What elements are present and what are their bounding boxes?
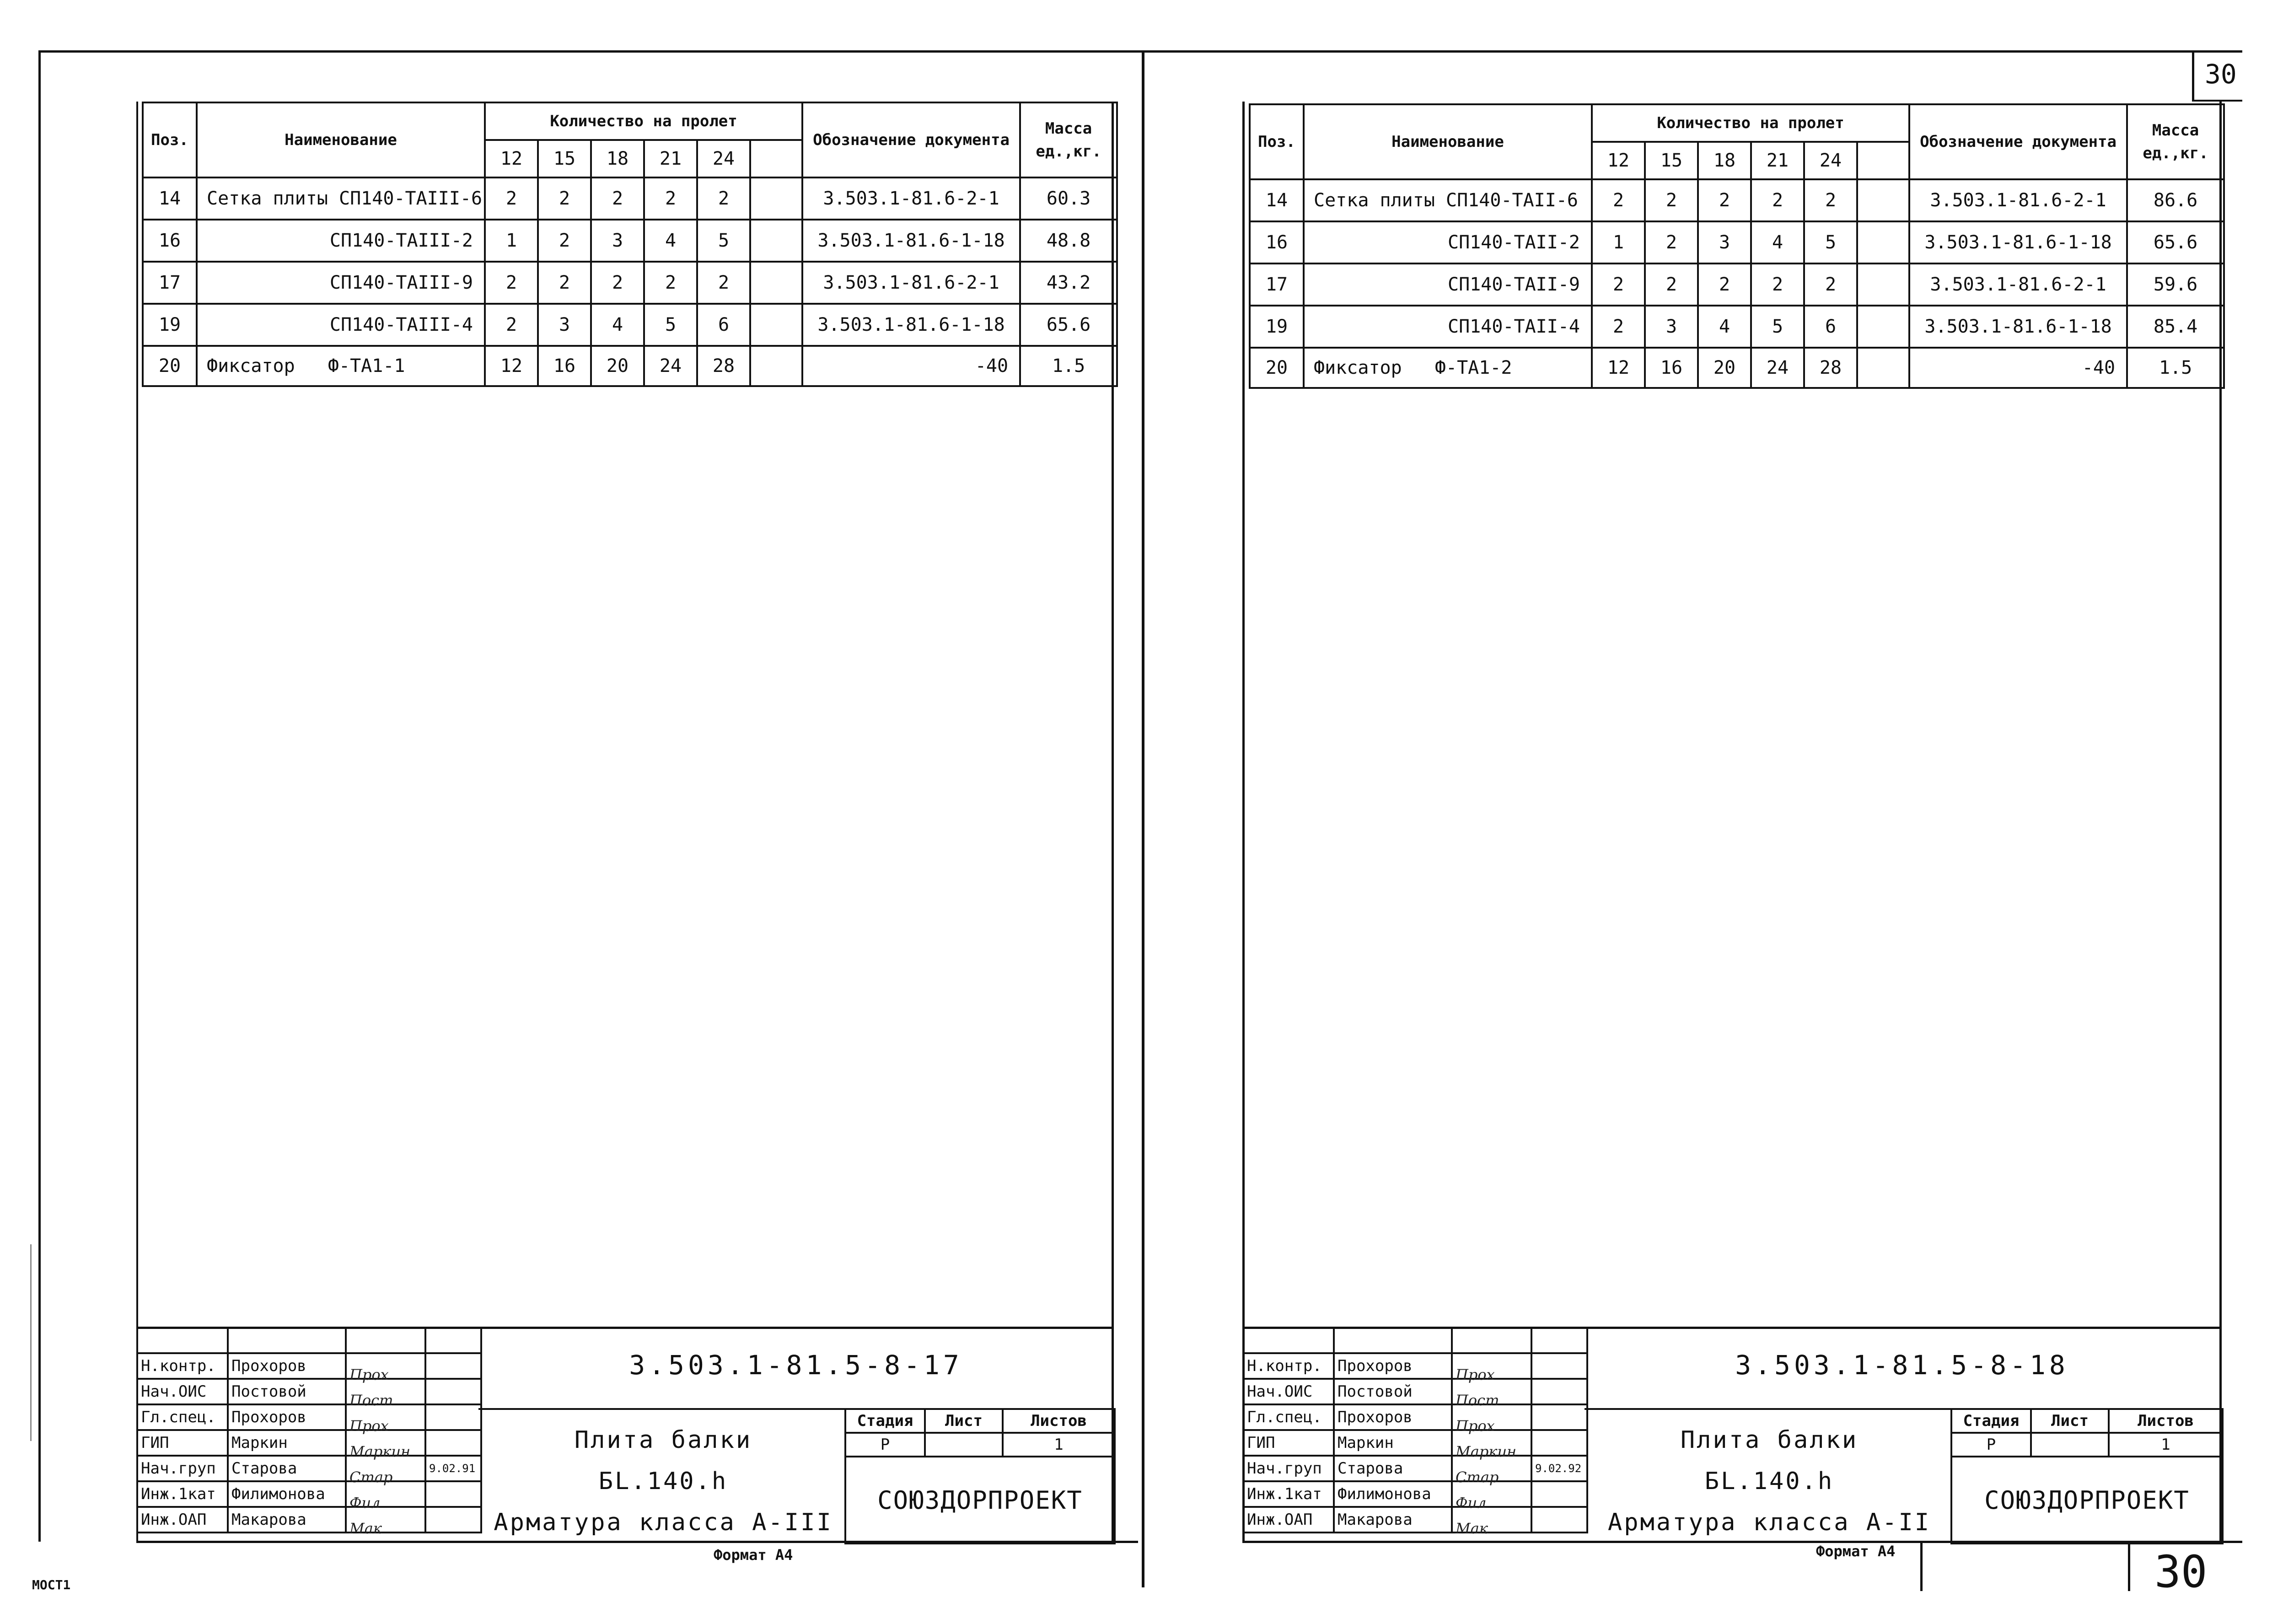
row-qty: 2: [1698, 263, 1751, 306]
row-qty: 2: [1645, 221, 1698, 263]
person-name: Филимонова: [1334, 1481, 1452, 1507]
row-qty: 2: [1592, 179, 1645, 221]
right-page-number-bottom: 30: [2154, 1546, 2208, 1597]
left-frame-right: [1142, 50, 1144, 1587]
right-page-box-left: [2192, 50, 2194, 102]
span-18: 18: [591, 140, 644, 177]
row-qty: 5: [644, 304, 697, 346]
row-qty: [1857, 263, 1909, 306]
row-qty: 2: [1592, 306, 1645, 348]
row-qty: 5: [1804, 221, 1857, 263]
sheet-value: [2031, 1433, 2109, 1457]
span-12: 12: [485, 140, 538, 177]
sheet-label: Лист: [2031, 1409, 2109, 1433]
left-spec-table: [142, 102, 1118, 387]
header-mass: Масса ед.,кг.: [1020, 102, 1117, 177]
signature: Мак: [349, 1520, 382, 1537]
left-frame-left: [38, 50, 41, 1542]
stage-label: Стадия: [845, 1409, 925, 1433]
row-mass: 86.6: [2127, 179, 2224, 221]
row-name: Сетка плиты СП140-ТАII-6: [1304, 179, 1592, 221]
signature: Пост: [349, 1392, 393, 1409]
row-qty: [1857, 348, 1909, 388]
row-pos: 19: [143, 304, 197, 346]
person-name: Постовой: [1334, 1379, 1452, 1404]
span-21: 21: [644, 140, 697, 177]
signature: Прох: [1456, 1417, 1495, 1435]
row-doc: 3.503.1-81.6-1-18: [1909, 221, 2127, 263]
row-qty: 6: [697, 304, 750, 346]
date: 9.02.92: [1531, 1456, 1587, 1481]
right-format: Формат А4: [1816, 1543, 1896, 1560]
left-title-1: Плита балки: [574, 1426, 752, 1454]
right-spec-table: [1249, 103, 2225, 389]
signature: Прох: [1456, 1366, 1495, 1383]
row-qty: 16: [538, 346, 591, 386]
row-name: СП140-ТАIII-9: [197, 262, 485, 304]
row-qty: 4: [1751, 221, 1804, 263]
row-qty: 20: [591, 346, 644, 386]
row-qty: 20: [1698, 348, 1751, 388]
sheets-label: Листов: [2109, 1409, 2223, 1433]
header-pos: Поз.: [143, 102, 197, 177]
person-name: Прохоров: [228, 1353, 346, 1379]
row-qty: 3: [1645, 306, 1698, 348]
span-extra: [1857, 142, 1909, 179]
row-qty: 2: [1645, 179, 1698, 221]
header-name: Наименование: [1304, 104, 1592, 179]
span-15: 15: [538, 140, 591, 177]
role-label: Нач.груп: [137, 1456, 228, 1481]
role-label: Нач.ОИС: [137, 1379, 228, 1404]
row-qty: 12: [485, 346, 538, 386]
row-qty: 2: [697, 177, 750, 220]
row-qty: 2: [485, 262, 538, 304]
row-pos: 20: [143, 346, 197, 386]
left-stage-table: [844, 1408, 1116, 1544]
row-qty: [750, 346, 802, 386]
span-12: 12: [1592, 142, 1645, 179]
table-row: [1250, 263, 2224, 306]
right-page-box-bottom-left: [2128, 1541, 2130, 1591]
role-label: Гл.спец.: [137, 1404, 228, 1430]
person-name: Старова: [1334, 1456, 1452, 1481]
row-qty: [750, 220, 802, 262]
row-qty: 2: [1804, 179, 1857, 221]
row-name: СП140-ТАII-9: [1304, 263, 1592, 306]
signature: Прох: [349, 1366, 389, 1383]
right-doc-code: 3.503.1-81.5-8-18: [1735, 1350, 2069, 1381]
table-row: [1250, 221, 2224, 263]
row-doc: 3.503.1-81.6-2-1: [1909, 179, 2127, 221]
right-title-2: БL.140.h: [1704, 1468, 1834, 1495]
date: 9.02.91: [425, 1456, 481, 1481]
row-qty: [1857, 179, 1909, 221]
row-qty: 2: [538, 177, 591, 220]
signature: Фил: [349, 1494, 381, 1511]
row-mass: 48.8: [1020, 220, 1117, 262]
row-qty: 2: [697, 262, 750, 304]
span-24: 24: [697, 140, 750, 177]
row-qty: 2: [485, 304, 538, 346]
row-pos: 16: [1250, 221, 1304, 263]
row-qty: 4: [591, 304, 644, 346]
stage-value: Р: [1951, 1433, 2031, 1457]
row-qty: 1: [485, 220, 538, 262]
org-name: СОЮЗДОРПРОЕКТ: [845, 1457, 1115, 1543]
row-qty: 3: [591, 220, 644, 262]
row-pos: 14: [1250, 179, 1304, 221]
signature: Пост: [1456, 1392, 1499, 1409]
role-label: Нач.ОИС: [1243, 1379, 1334, 1404]
sheet-value: [925, 1433, 1003, 1457]
row-qty: [1857, 306, 1909, 348]
role-label: Инж.1кат: [1243, 1481, 1334, 1507]
span-21: 21: [1751, 142, 1804, 179]
row-qty: 2: [644, 262, 697, 304]
person-name: Прохоров: [1334, 1404, 1452, 1430]
row-name: СП140-ТАIII-2: [197, 220, 485, 262]
row-mass: 1.5: [1020, 346, 1117, 386]
person-name: Макарова: [228, 1507, 346, 1533]
left-frame-top: [38, 50, 1144, 53]
row-name: СП140-ТАIII-4: [197, 304, 485, 346]
header-qty: Количество на пролет: [485, 102, 802, 140]
row-doc: 3.503.1-81.6-2-1: [802, 262, 1020, 304]
row-pos: 19: [1250, 306, 1304, 348]
row-doc: 3.503.1-81.6-2-1: [802, 177, 1020, 220]
header-mass: Масса ед.,кг.: [2127, 104, 2224, 179]
left-margin-dash: [30, 1244, 32, 1441]
header-qty: Количество на пролет: [1592, 104, 1909, 142]
row-qty: 5: [697, 220, 750, 262]
role-label: ГИП: [1243, 1430, 1334, 1456]
right-format-divider: [1920, 1541, 1923, 1591]
row-qty: 16: [1645, 348, 1698, 388]
row-qty: 28: [1804, 348, 1857, 388]
row-qty: 2: [538, 220, 591, 262]
row-name: СП140-ТАII-4: [1304, 306, 1592, 348]
span-extra: [750, 140, 802, 177]
role-label: Инж.ОАП: [1243, 1507, 1334, 1533]
row-mass: 65.6: [2127, 221, 2224, 263]
left-corner-mark: МОСТ1: [32, 1577, 71, 1592]
row-qty: 24: [1751, 348, 1804, 388]
role-label: Инж.ОАП: [137, 1507, 228, 1533]
row-doc: 3.503.1-81.6-1-18: [802, 304, 1020, 346]
row-qty: 2: [538, 262, 591, 304]
row-doc: -40: [802, 346, 1020, 386]
sheets-label: Листов: [1003, 1409, 1115, 1433]
row-mass: 60.3: [1020, 177, 1117, 220]
row-doc: -40: [1909, 348, 2127, 388]
table-row: [143, 177, 1117, 220]
person-name: Прохоров: [228, 1404, 346, 1430]
row-pos: 17: [143, 262, 197, 304]
row-qty: 4: [1698, 306, 1751, 348]
person-name: Постовой: [228, 1379, 346, 1404]
sheet-label: Лист: [925, 1409, 1003, 1433]
row-doc: 3.503.1-81.6-1-18: [1909, 306, 2127, 348]
role-label: Нач.груп: [1243, 1456, 1334, 1481]
org-name: СОЮЗДОРПРОЕКТ: [1951, 1457, 2223, 1543]
row-qty: 1: [1592, 221, 1645, 263]
right-title-3: Арматура класса А-II: [1607, 1509, 1931, 1536]
right-page-number-top: 30: [2205, 59, 2237, 90]
role-label: Инж.1кат: [137, 1481, 228, 1507]
signature: Прох: [349, 1417, 389, 1435]
stage-value: Р: [845, 1433, 925, 1457]
row-qty: 2: [1592, 263, 1645, 306]
row-qty: 2: [1698, 179, 1751, 221]
row-mass: 59.6: [2127, 263, 2224, 306]
row-qty: 2: [1751, 263, 1804, 306]
row-name: Сетка плиты СП140-ТАIII-6: [197, 177, 485, 220]
left-title-3: Арматура класса А-III: [494, 1509, 833, 1536]
table-row: [143, 304, 1117, 346]
header-doc: Обозначение документа: [1909, 104, 2127, 179]
left-title-2: БL.140.h: [598, 1468, 728, 1495]
row-qty: 2: [485, 177, 538, 220]
row-mass: 1.5: [2127, 348, 2224, 388]
right-frame-top: [1144, 50, 2242, 53]
role-label: Н.контр.: [1243, 1353, 1334, 1379]
right-title-1: Плита балки: [1680, 1426, 1859, 1454]
table-row: [143, 262, 1117, 304]
table-row: [143, 220, 1117, 262]
left-staff-table: [136, 1327, 482, 1537]
header-name: Наименование: [197, 102, 485, 177]
span-15: 15: [1645, 142, 1698, 179]
person-name: Прохоров: [1334, 1353, 1452, 1379]
right-stage-table: [1950, 1408, 2224, 1544]
row-qty: [750, 177, 802, 220]
left-doc-code: 3.503.1-81.5-8-17: [629, 1350, 963, 1381]
row-qty: 6: [1804, 306, 1857, 348]
table-row: [143, 346, 1117, 386]
row-qty: [750, 304, 802, 346]
table-row: [1250, 306, 2224, 348]
signature: Стар: [349, 1468, 393, 1486]
row-qty: 2: [1751, 179, 1804, 221]
row-name: Фиксатор Ф-ТА1-1: [197, 346, 485, 386]
row-mass: 85.4: [2127, 306, 2224, 348]
person-name: Макарова: [1334, 1507, 1452, 1533]
row-pos: 17: [1250, 263, 1304, 306]
row-qty: 2: [591, 262, 644, 304]
header-doc: Обозначение документа: [802, 102, 1020, 177]
signature: Маркин: [1456, 1443, 1517, 1460]
row-qty: 12: [1592, 348, 1645, 388]
row-qty: 3: [538, 304, 591, 346]
span-24: 24: [1804, 142, 1857, 179]
row-pos: 16: [143, 220, 197, 262]
row-name: СП140-ТАII-2: [1304, 221, 1592, 263]
row-qty: 2: [644, 177, 697, 220]
row-doc: 3.503.1-81.6-2-1: [1909, 263, 2127, 306]
row-mass: 43.2: [1020, 262, 1117, 304]
right-staff-table: [1242, 1327, 1588, 1537]
stage-label: Стадия: [1951, 1409, 2031, 1433]
person-name: Старова: [228, 1456, 346, 1481]
signature: Маркин: [349, 1443, 411, 1460]
header-pos: Поз.: [1250, 104, 1304, 179]
row-qty: [1857, 221, 1909, 263]
signature: Стар: [1456, 1468, 1499, 1486]
row-qty: 5: [1751, 306, 1804, 348]
row-qty: [750, 262, 802, 304]
table-row: [1250, 179, 2224, 221]
row-qty: 24: [644, 346, 697, 386]
left-format: Формат А4: [714, 1546, 793, 1564]
row-pos: 14: [143, 177, 197, 220]
row-doc: 3.503.1-81.6-1-18: [802, 220, 1020, 262]
sheets-value: 1: [2109, 1433, 2223, 1457]
role-label: Н.контр.: [137, 1353, 228, 1379]
row-qty: 2: [1645, 263, 1698, 306]
span-18: 18: [1698, 142, 1751, 179]
role-label: Гл.спец.: [1243, 1404, 1334, 1430]
role-label: ГИП: [137, 1430, 228, 1456]
row-qty: 28: [697, 346, 750, 386]
row-name: Фиксатор Ф-ТА1-2: [1304, 348, 1592, 388]
table-row: [1250, 348, 2224, 388]
signature: Мак: [1456, 1520, 1488, 1537]
signature: Фил: [1456, 1494, 1487, 1511]
row-pos: 20: [1250, 348, 1304, 388]
row-qty: 2: [1804, 263, 1857, 306]
person-name: Маркин: [1334, 1430, 1452, 1456]
row-qty: 3: [1698, 221, 1751, 263]
row-qty: 2: [591, 177, 644, 220]
person-name: Филимонова: [228, 1481, 346, 1507]
sheets-value: 1: [1003, 1433, 1115, 1457]
row-qty: 4: [644, 220, 697, 262]
right-page-box-bottom: [2192, 100, 2242, 102]
row-mass: 65.6: [1020, 304, 1117, 346]
person-name: Маркин: [228, 1430, 346, 1456]
